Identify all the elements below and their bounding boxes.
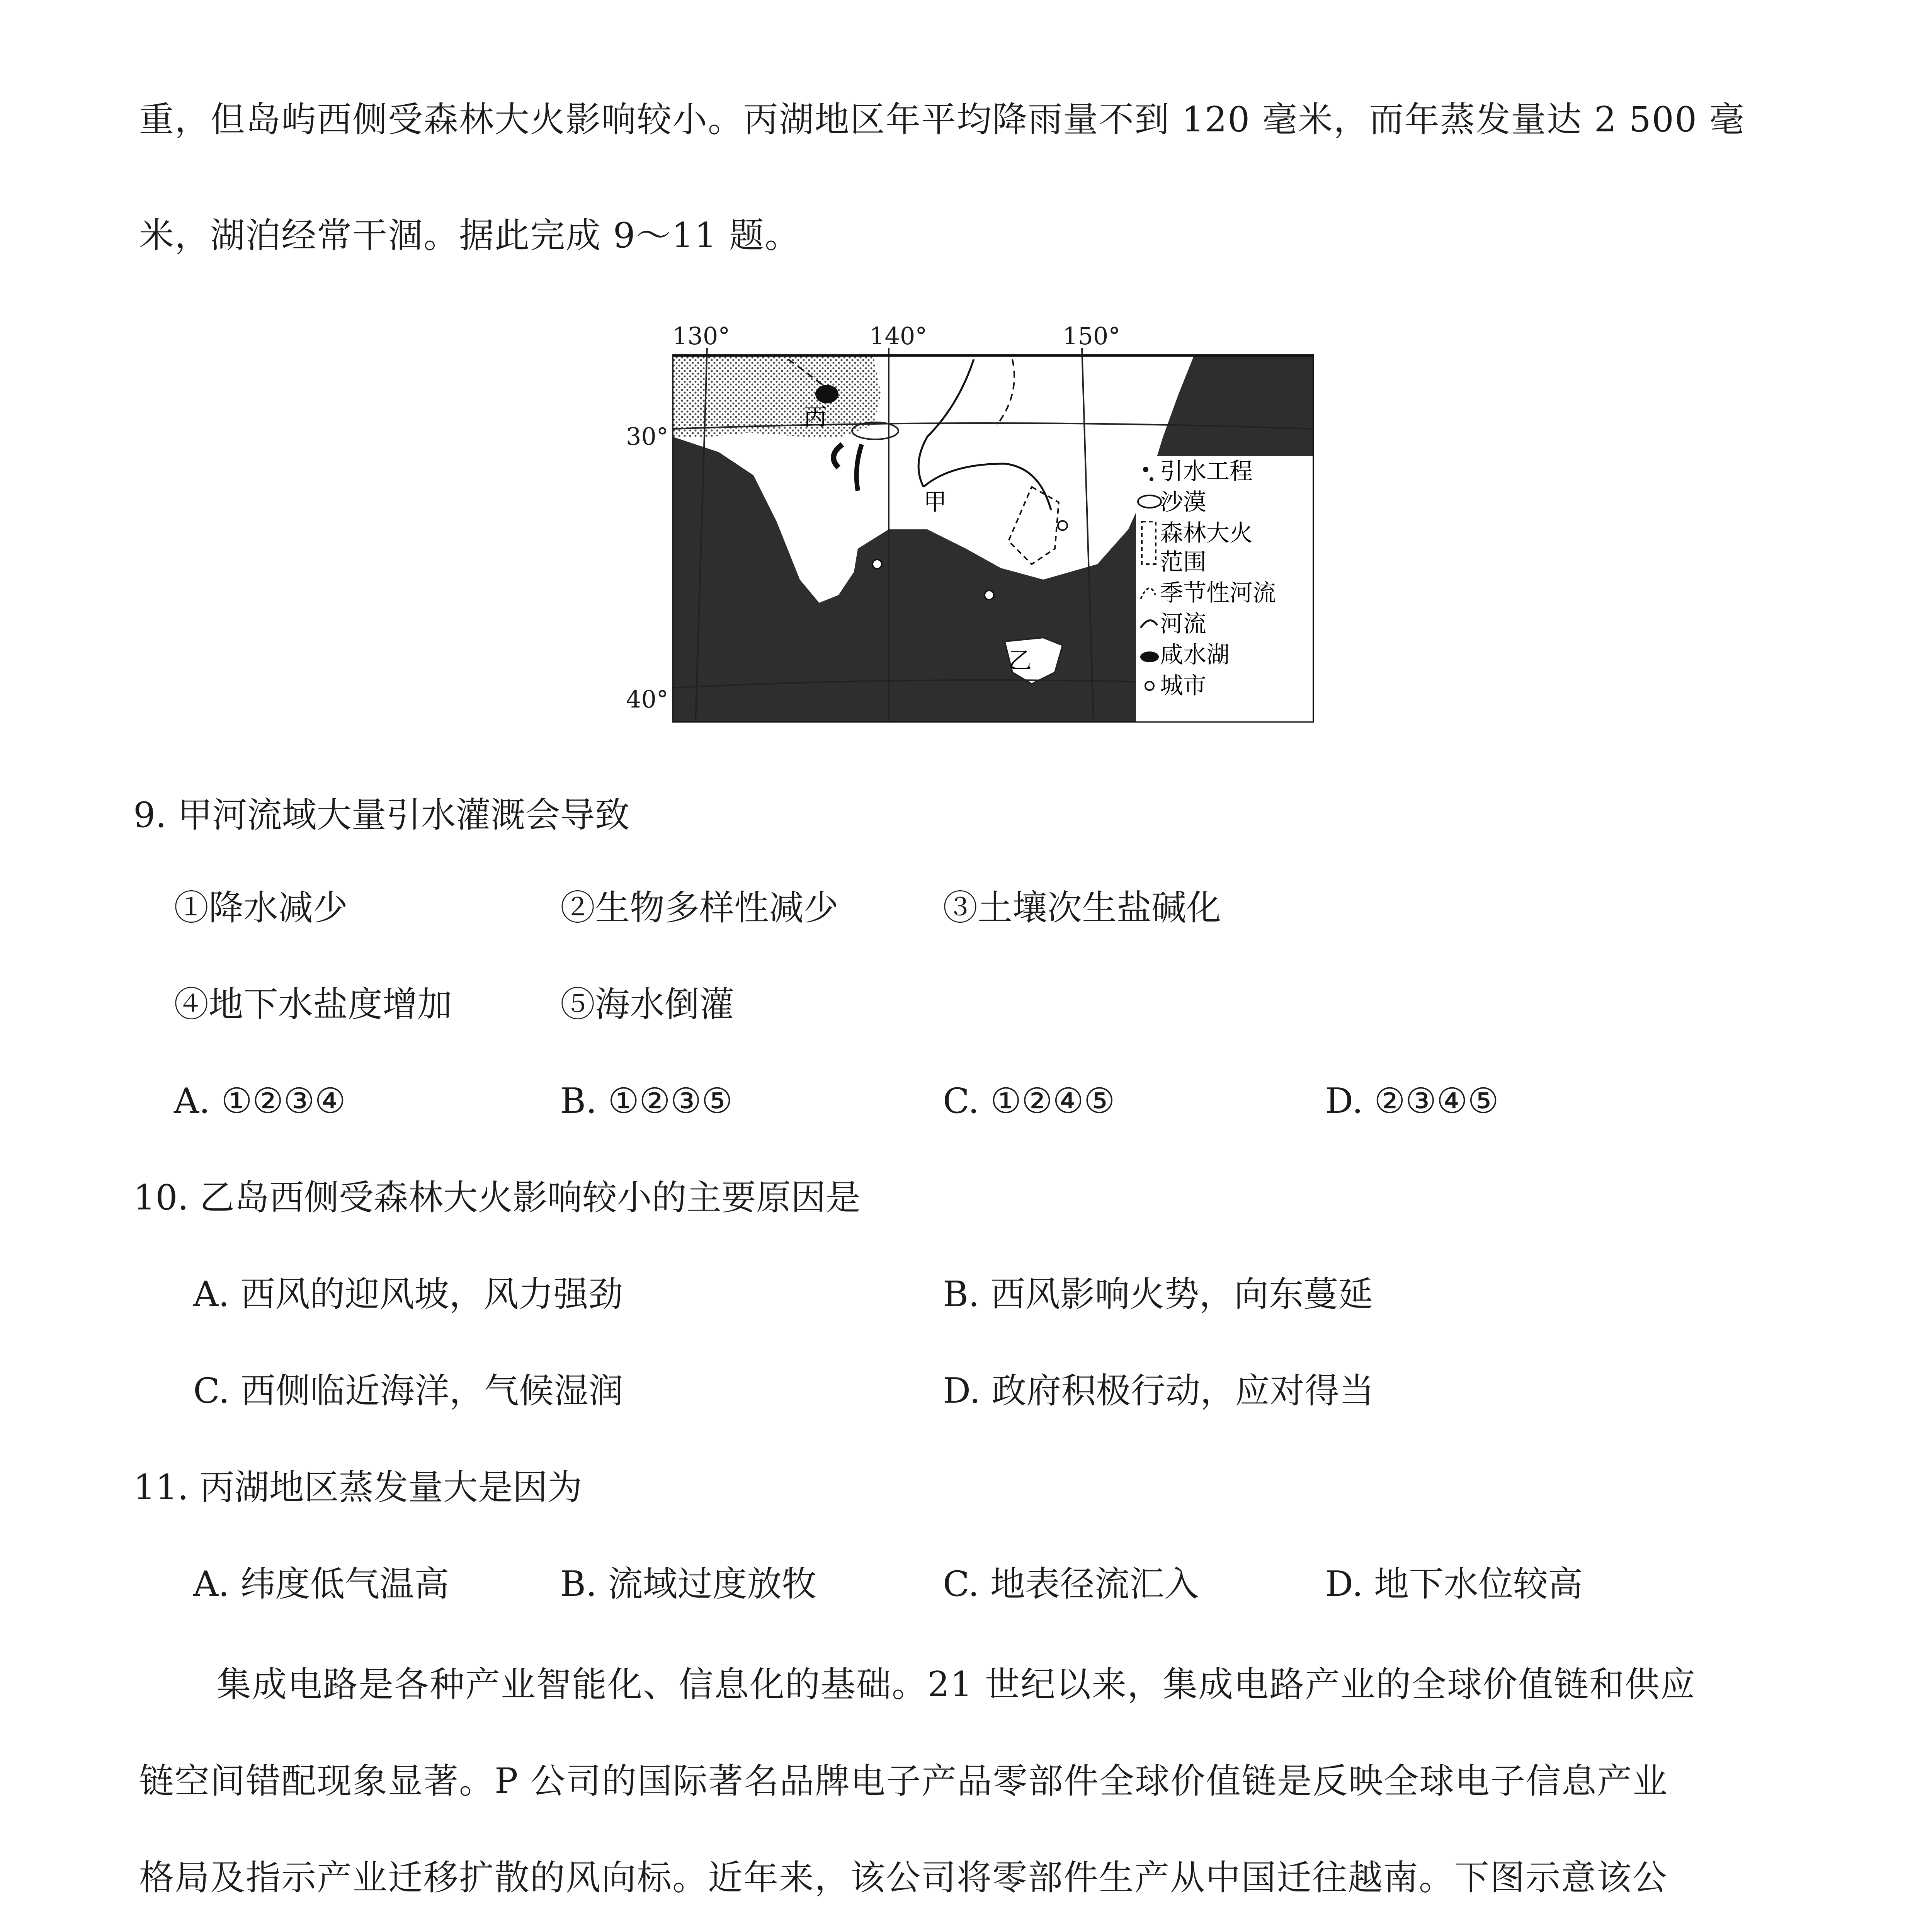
legend-item xyxy=(1141,580,1276,607)
passage2-line-1: 集成电路是各种产业智能化、信息化的基础。21 世纪以来，集成电路产业的全球价值链和供应 xyxy=(216,1664,1696,1705)
intro-line-2: 米，湖泊经常干涸。据此完成 9～11 题。 xyxy=(139,215,800,256)
q9-item-4: ④地下水盐度增加 xyxy=(174,984,452,1025)
q9-option-a[interactable]: A. ①②③④ xyxy=(174,1081,346,1121)
q9-option-d[interactable]: D. ②③④⑤ xyxy=(1325,1081,1499,1121)
legend-label: 城市 xyxy=(1160,672,1206,699)
jia-label: 甲 xyxy=(923,489,947,516)
question-10-stem: 10. 乙岛西侧受森林大火影响较小的主要原因是 xyxy=(133,1177,861,1218)
bing-label: 丙 xyxy=(804,404,827,431)
passage2-line-2: 链空间错配现象显著。P 公司的国际著名品牌电子产品零部件全球价值链是反映全球电子信息产业 xyxy=(139,1761,1668,1801)
lon-label-130: 130° xyxy=(672,322,730,350)
q10-option-c[interactable]: C. 西侧临近海洋，气候湿润 xyxy=(193,1371,623,1411)
legend-label: 引水工程 xyxy=(1160,458,1253,485)
lat-label-40: 40° xyxy=(626,685,668,713)
q9-item-1: ①降水减少 xyxy=(174,888,348,928)
q10-option-d[interactable]: D. 政府积极行动，应对得当 xyxy=(943,1371,1374,1411)
legend-label: 沙漠 xyxy=(1160,489,1206,516)
q9-item-2: ②生物多样性减少 xyxy=(560,888,838,928)
legend-label: 咸水湖 xyxy=(1160,641,1230,668)
q11-option-c[interactable]: C. 地表径流汇入 xyxy=(943,1564,1199,1604)
legend-label: 河流 xyxy=(1160,611,1206,638)
city xyxy=(872,560,882,569)
q9-option-c[interactable]: C. ①②④⑤ xyxy=(943,1081,1115,1121)
q10-option-b[interactable]: B. 西风影响火势，向东蔓延 xyxy=(943,1274,1373,1315)
legend-label: 季节性河流 xyxy=(1160,580,1276,607)
legend-label: 森林大火 xyxy=(1160,520,1253,547)
passage2-line-3: 格局及指示产业迁移扩散的风向标。近年来，该公司将零部件生产从中国迁往越南。下图示意该公 xyxy=(139,1857,1668,1898)
city xyxy=(985,590,994,600)
question-9-stem: 9. 甲河流域大量引水灌溉会导致 xyxy=(133,795,630,835)
q9-item-5: ⑤海水倒灌 xyxy=(560,984,734,1025)
q11-option-d[interactable]: D. 地下水位较高 xyxy=(1325,1564,1583,1604)
yi-label: 乙 xyxy=(1009,647,1032,674)
bing-salt-lake xyxy=(815,385,838,403)
q11-option-a[interactable]: A. 纬度低气温高 xyxy=(193,1564,449,1604)
q9-option-b[interactable]: B. ①②③⑤ xyxy=(560,1081,733,1121)
q10-option-a[interactable]: A. 西风的迎风坡，风力强劲 xyxy=(193,1274,623,1315)
intro-line-1: 重，但岛屿西侧受森林大火影响较小。丙湖地区年平均降雨量不到 120 毫米，而年蒸发量达 2 500 毫 xyxy=(139,99,1745,140)
lat-label-30: 30° xyxy=(626,422,668,451)
lon-label-140: 140° xyxy=(869,322,927,350)
city xyxy=(1058,521,1067,530)
q11-option-b[interactable]: B. 流域过度放牧 xyxy=(560,1564,817,1604)
question-11-stem: 11. 丙湖地区蒸发量大是因为 xyxy=(133,1467,582,1508)
lon-label-150: 150° xyxy=(1063,322,1121,350)
australia-map xyxy=(626,322,1314,723)
q9-item-3: ③土壤次生盐碱化 xyxy=(943,888,1221,928)
legend-label: 范围 xyxy=(1160,549,1206,576)
map-svg xyxy=(672,348,1314,723)
